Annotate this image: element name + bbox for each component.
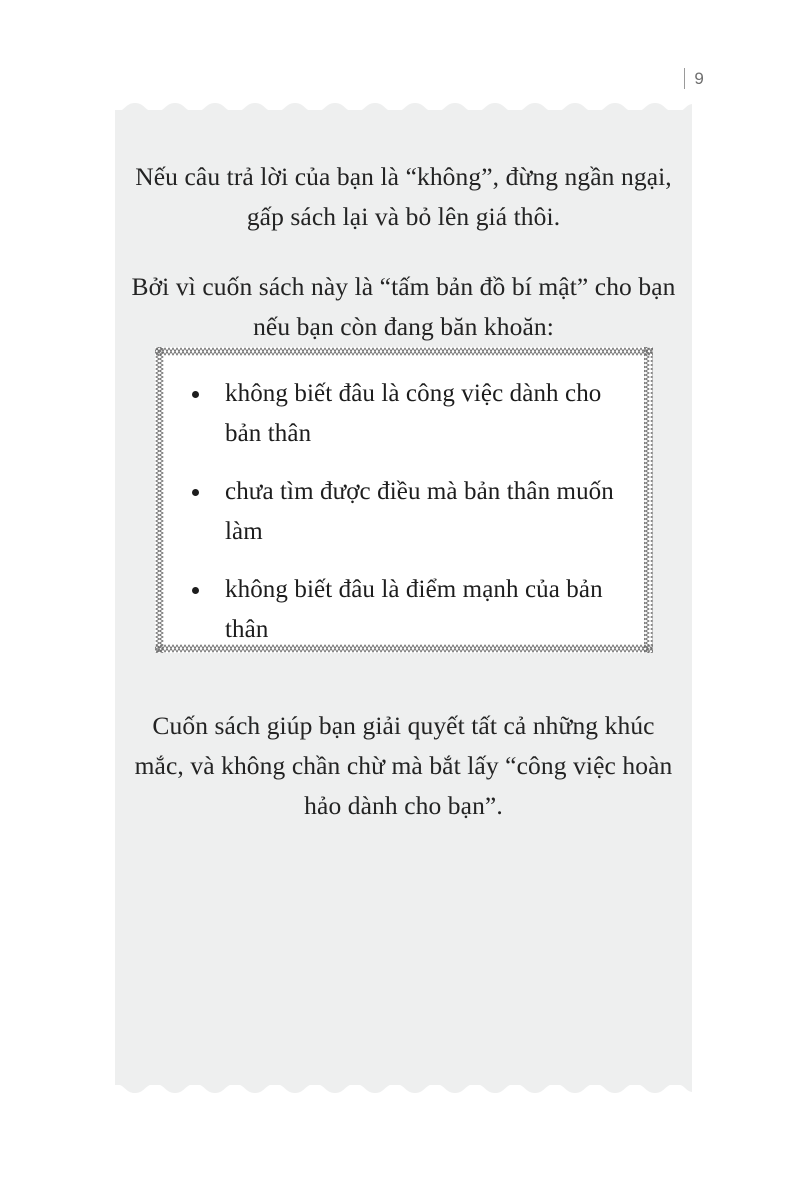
list-item bbox=[174, 374, 639, 454]
list-item-label: không biết đâu là điểm mạnh của bản thân bbox=[225, 576, 603, 643]
list-item-label: chưa tìm được điều mà bản thân muốn làm bbox=[225, 478, 614, 545]
bullet-icon bbox=[192, 587, 199, 594]
bullet-icon bbox=[192, 489, 199, 496]
bullet-icon bbox=[192, 391, 199, 398]
paragraph-conclusion: Cuốn sách giúp bạn giải quyết tất cả những khúc mắc, và không chần chừ mà bắt lấy “công việc hoàn hảo dành cho bạn”. bbox=[134, 710, 673, 820]
page-folio bbox=[684, 68, 704, 89]
list-item bbox=[174, 472, 639, 552]
folio-rule-icon bbox=[684, 68, 685, 89]
callout-box bbox=[155, 347, 653, 653]
page-number: 9 bbox=[694, 68, 704, 88]
paper-sheet bbox=[115, 103, 692, 1092]
sheet-content bbox=[115, 103, 692, 1092]
list-item-label: không biết đâu là công việc dành cho bản thân bbox=[225, 380, 602, 447]
paragraph-lead-in: Bởi vì cuốn sách này là “tấm bản đồ bí mật” cho bạn nếu bạn còn đang băn khoăn: bbox=[131, 271, 676, 341]
callout-list bbox=[174, 374, 639, 650]
paragraph-intro: Nếu câu trả lời của bạn là “không”, đừng ngần ngại, gấp sách lại và bỏ lên giá thôi. bbox=[135, 161, 672, 231]
list-item bbox=[174, 570, 639, 650]
